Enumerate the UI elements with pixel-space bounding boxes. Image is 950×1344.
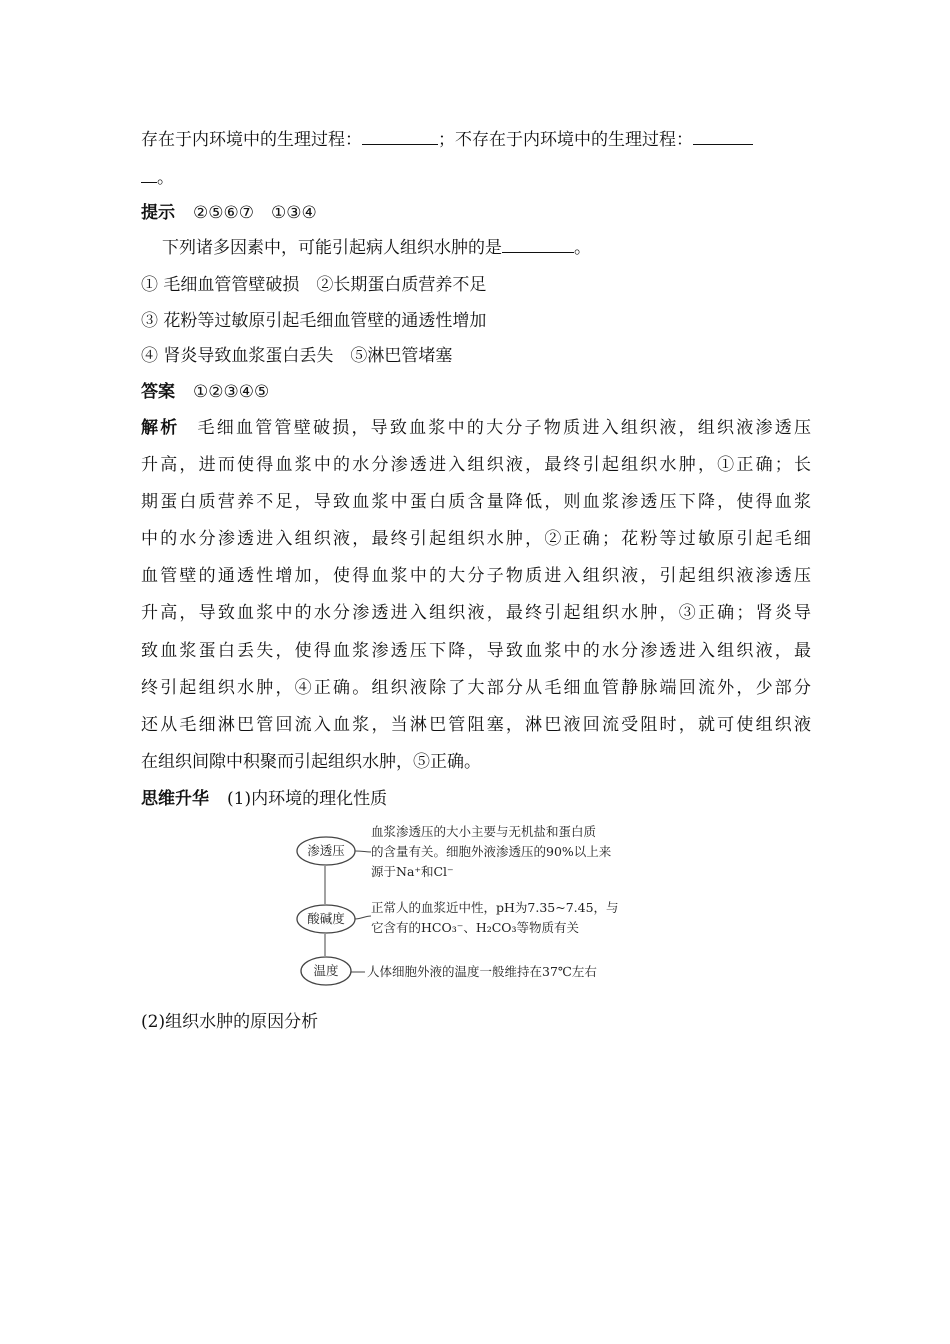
answer-line — [141, 382, 811, 402]
analysis-label: 解析 — [141, 418, 180, 438]
analysis-line: 血管壁的通透性增加，使得血浆中的大分子物质进入组织液，引起组织液渗透压 — [141, 566, 811, 586]
osmotic-desc-line: 源于Na⁺和Cl⁻ — [371, 864, 454, 879]
osmotic-desc-line: 的含量有关。细胞外液渗透压的90%以上来 — [371, 844, 612, 859]
temperature-desc: 人体细胞外液的温度一般维持在37℃左右 — [367, 964, 597, 979]
question-line-1 — [141, 130, 811, 150]
analysis-line — [141, 418, 811, 438]
analysis-line: 致血浆蛋白丢失，使得血浆渗透压下降，导致血浆中的水分渗透进入组织液，最 — [141, 641, 811, 661]
analysis-line: 在组织间隙中积聚而引起组织水肿，⑤正确。 — [141, 752, 481, 772]
analysis-line: 升高，进而使得血浆中的水分渗透进入组织液，最终引起组织水肿，①正确；长 — [141, 455, 811, 475]
option-line: ④ 肾炎导致血浆蛋白丢失 ⑤淋巴管堵塞 — [141, 346, 453, 366]
analysis-line: 终引起组织水肿，④正确。组织液除了大部分从毛细血管静脉端回流外，少部分 — [141, 678, 811, 698]
text-segment: 。 — [574, 238, 591, 258]
option-line: ③ 花粉等过敏原引起毛细血管壁的通透性增加 — [141, 311, 487, 331]
answer-blank — [141, 168, 157, 183]
summary-heading — [141, 789, 811, 809]
summary-label: 思维升华 — [141, 789, 209, 809]
question-line-2 — [141, 168, 811, 188]
analysis-text: 毛细血管管壁破损，导致血浆中的大分子物质进入组织液，组织液渗透压 — [197, 418, 812, 438]
summary-subheading-2: (2)组织水肿的原因分析 — [141, 1012, 319, 1032]
hint-label: 提示 — [141, 203, 175, 223]
hint-line — [141, 203, 811, 223]
text-segment: 存在于内环境中的生理过程： — [141, 130, 362, 150]
analysis-line: 升高，导致血浆中的水分渗透进入组织液，最终引起组织水肿，③正确；肾炎导 — [141, 603, 811, 623]
answer-text: ①②③④⑤ — [193, 382, 270, 402]
hint-text: ②⑤⑥⑦ ①③④ — [193, 203, 317, 223]
answer-blank — [502, 238, 574, 253]
summary-subheading: (1)内环境的理化性质 — [227, 789, 388, 809]
ph-desc-line: 正常人的血浆近中性，pH为7.35~7.45，与 — [371, 900, 619, 915]
node-temperature: 温度 — [313, 963, 339, 978]
analysis-line: 期蛋白质营养不足，导致血浆中蛋白质含量降低，则血浆渗透压下降，使得血浆 — [141, 492, 811, 512]
node-osmotic-pressure: 渗透压 — [307, 843, 345, 858]
properties-diagram — [295, 818, 655, 990]
text-segment: ；不存在于内环境中的生理过程： — [438, 130, 693, 150]
answer-blank — [362, 130, 438, 145]
ph-desc-line: 它含有的HCO₃⁻、H₂CO₃等物质有关 — [371, 920, 580, 935]
answer-blank — [693, 130, 753, 145]
analysis-line: 中的水分渗透进入组织液，最终引起组织水肿，②正确；花粉等过敏原引起毛细 — [141, 529, 811, 549]
question-text: 下列诸多因素中，可能引起病人组织水肿的是 — [162, 238, 502, 258]
node-ph: 酸碱度 — [307, 911, 345, 926]
option-line: ① 毛细血管管壁破损 ②长期蛋白质营养不足 — [141, 275, 487, 295]
osmotic-desc-line: 血浆渗透压的大小主要与无机盐和蛋白质 — [371, 824, 597, 839]
question-stem — [162, 238, 812, 258]
text-segment: 。 — [157, 168, 174, 188]
analysis-line: 还从毛细淋巴管回流入血浆，当淋巴管阻塞，淋巴液回流受阻时，就可使组织液 — [141, 715, 811, 735]
answer-label: 答案 — [141, 382, 175, 402]
